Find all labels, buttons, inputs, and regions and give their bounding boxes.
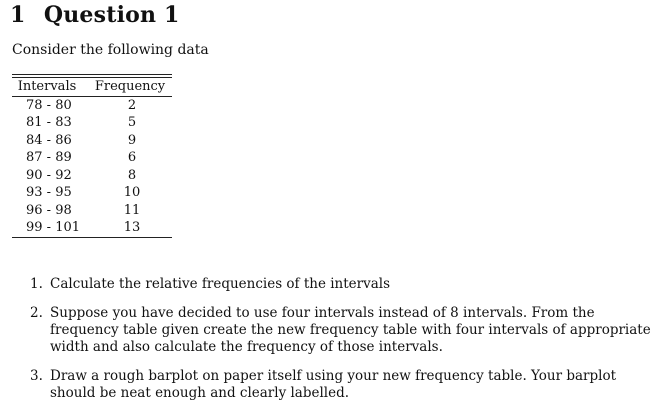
question-text: Draw a rough barplot on paper itself using your new frequency table. Your barplot should be neat enough and clearly labelled. (50, 368, 617, 401)
question-text: Calculate the relative frequencies of the intervals (50, 276, 391, 292)
frequency-table-container (12, 74, 172, 238)
question-item (30, 368, 652, 402)
frequency-cell: 6 (127, 150, 137, 165)
interval-cell: 90 - 92 (26, 167, 72, 183)
interval-cell: 81 - 83 (26, 115, 72, 130)
interval-cell: 96 - 98 (26, 202, 72, 218)
header-frequency: Frequency (94, 79, 166, 94)
question-item (30, 305, 652, 356)
frequency-cell: 9 (127, 132, 137, 148)
question-list (30, 276, 652, 414)
section-number: 1 (10, 2, 26, 28)
section-title: Question 1 (43, 2, 180, 28)
frequency-cell: 8 (127, 167, 137, 183)
table-row (12, 132, 172, 150)
interval-cell: 99 - 101 (26, 220, 81, 235)
frequency-cell: 13 (123, 220, 141, 235)
table-header-row (12, 78, 172, 96)
interval-cell: 78 - 80 (26, 97, 72, 113)
frequency-cell: 11 (123, 202, 141, 218)
frequency-cell: 2 (127, 97, 137, 113)
interval-cell: 93 - 95 (26, 185, 72, 200)
question-item (30, 276, 652, 293)
header-intervals: Intervals (17, 79, 77, 94)
question-number: 2. (30, 305, 43, 321)
table-row (12, 219, 172, 237)
table-row (12, 149, 172, 167)
question-number: 1. (30, 276, 43, 292)
frequency-cell: 5 (127, 115, 137, 130)
table-row (12, 202, 172, 220)
table-bottom-rule (12, 237, 172, 238)
table-top-rule (12, 74, 172, 75)
table-row (12, 96, 172, 114)
table-row (12, 167, 172, 185)
frequency-table (12, 78, 172, 237)
interval-cell: 87 - 89 (26, 150, 72, 165)
intro-text: Consider the following data (12, 42, 209, 58)
frequency-cell: 10 (123, 185, 141, 200)
question-text: Suppose you have decided to use four intervals instead of 8 intervals. From the frequency table given create the new frequency table with four intervals of appropriate width and also calculate the frequency of those intervals. (50, 305, 651, 355)
interval-cell: 84 - 86 (26, 132, 72, 148)
table-row (12, 184, 172, 202)
table-row (12, 114, 172, 132)
section-heading (10, 2, 180, 28)
question-number: 3. (30, 368, 43, 384)
